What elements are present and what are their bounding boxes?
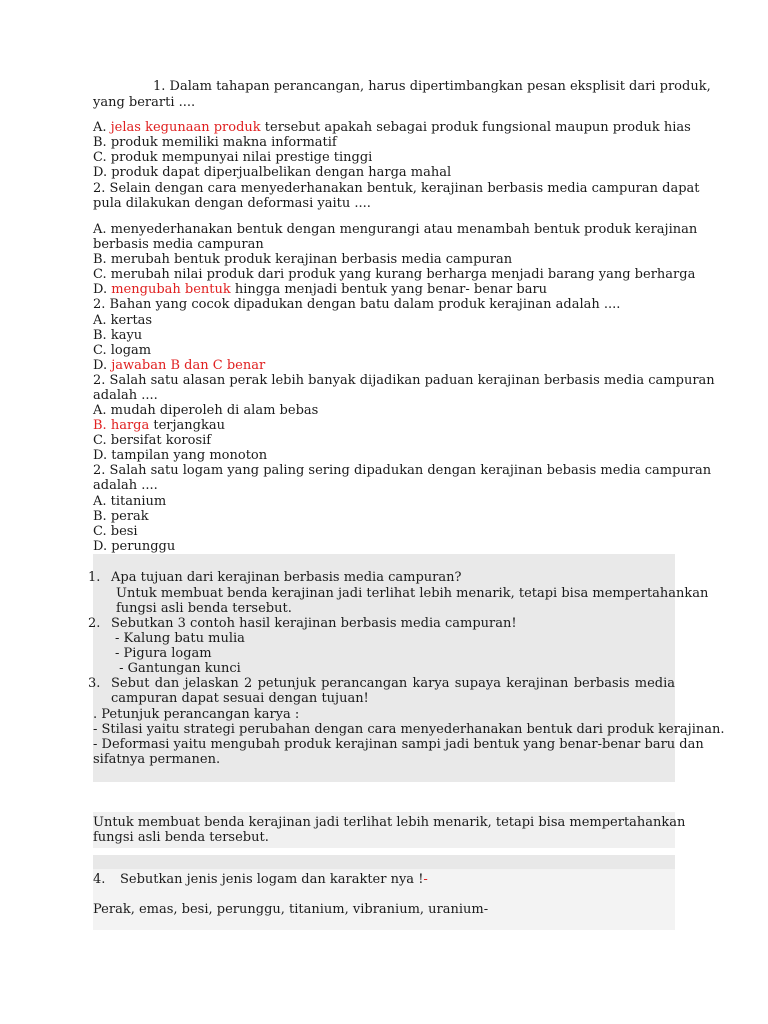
q2-option-a-line2: berbasis media campuran [93,237,264,252]
essay-2-item: - Gantungan kunci [115,661,241,676]
q5-stem-line1: 2. Salah satu logam yang paling sering dipadukan dengan kerajinan bebasis media campuran [93,463,712,478]
essay-3-answer-line1: . Petunjuk perancangan karya : [93,707,300,722]
q5-option-a: A. titanium [93,494,167,509]
q2-option-c: C. merubah nilai produk dari produk yang kurang berharga menjadi barang yang berharga [93,267,696,282]
q4-option-b-rest: terjangkau [149,418,225,433]
essay-1-answer-line2: fungsi asli benda tersebut. [116,601,292,616]
essay-3-answer-line3: - Deformasi yaitu mengubah produk kerajinan sampi jadi bentuk yang benar-benar baru dan [93,737,704,752]
q1-stem-line2: yang berarti .... [93,95,196,110]
q2-stem-line1: 2. Selain dengan cara menyederhanakan bentuk, kerajinan berbasis media campuran dapat [93,181,700,196]
essay-3-text-line1: Sebut dan jelaskan 2 petunjuk perancangan karya supaya kerajinan berbasis media [111,676,675,691]
final-question-text-wrap [120,872,428,887]
q3-option-d [93,358,675,373]
q4-option-d: D. tampilan yang monoton [93,448,268,463]
essay-3-text-line2: campuran dapat sesuai dengan tujuan! [111,691,369,706]
q5-option-b: B. perak [93,509,149,524]
essay-3-answer-line4: sifatnya permanen. [93,752,221,767]
final-question-text: Sebutkan jenis jenis logam dan karakter nya ! [120,872,424,887]
q2-option-a-line1: A. menyederhanakan bentuk dengan mengurangi atau menambah bentuk produk kerajinan [93,222,698,237]
q5-option-d: D. perunggu [93,539,176,554]
q4-answer-highlight: B. harga [93,418,150,433]
q1-option-b: B. produk memiliki makna informatif [93,135,337,150]
q3-option-c: C. logam [93,343,152,358]
q2-stem-line2: pula dilakukan dengan deformasi yaitu .... [93,196,371,211]
q3-answer-highlight: jawaban B dan C benar [111,358,266,373]
essay-2-text: Sebutkan 3 contoh hasil kerajinan berbasis media campuran! [111,616,517,631]
essay-3-answer-line2: - Stilasi yaitu strategi perubahan dengan cara menyederhanakan bentuk dari produk kerajinan. [93,722,725,737]
repeat-answer-line2: fungsi asli benda tersebut. [93,830,269,845]
q3-option-d-prefix: D. [93,358,112,373]
q1-option-d: D. produk dapat diperjualbelikan dengan harga mahal [93,165,452,180]
q5-option-c: C. besi [93,524,138,539]
final-question-answer: Perak, emas, besi, perunggu, titanium, vibranium, uranium- [93,902,489,917]
q1-answer-highlight: jelas kegunaan produk [110,120,261,135]
essay-1-text: Apa tujuan dari kerajinan berbasis media campuran? [111,570,462,585]
essay-1-number: 1. [88,570,101,585]
q2-answer-highlight: mengubah bentuk [111,282,231,297]
q1-option-c: C. produk mempunyai nilai prestige tinggi [93,150,373,165]
q4-stem-line1: 2. Salah satu alasan perak lebih banyak dijadikan paduan kerajinan berbasis media campuran [93,373,715,388]
q4-option-b [93,418,675,433]
essay-2-item: - Pigura logam [115,646,212,661]
final-question-red-mark: - [423,872,428,887]
essay-2-item: - Kalung batu mulia [115,631,245,646]
q3-stem: 2. Bahan yang cocok dipadukan dengan batu dalam produk kerajinan adalah .... [93,297,621,312]
repeat-answer-line1: Untuk membuat benda kerajinan jadi terlihat lebih menarik, tetapi bisa mempertahankan [93,815,686,830]
q2-option-d-rest: hingga menjadi bentuk yang benar- benar baru [230,282,548,297]
q2-option-d [93,282,675,297]
q3-option-b: B. kayu [93,328,143,343]
essay-2-number: 2. [88,616,101,631]
essay-1-answer-line1: Untuk membuat benda kerajinan jadi terlihat lebih menarik, tetapi bisa mempertahankan [116,586,709,601]
final-question-number: 4. [93,872,106,887]
q4-option-a: A. mudah diperoleh di alam bebas [93,403,319,418]
final-question-band [93,855,675,869]
q2-option-d-prefix: D. [93,282,112,297]
q1-option-a-rest: tersebut apakah sebagai produk fungsional maupun produk hias [260,120,691,135]
q1-option-a [93,120,691,135]
q4-stem-line2: adalah .... [93,388,158,403]
q3-option-a: A. kertas [93,313,153,328]
q2-option-b: B. merubah bentuk produk kerajinan berbasis media campuran [93,252,513,267]
q4-option-c: C. bersifat korosif [93,433,212,448]
q5-stem-line2: adalah .... [93,478,158,493]
q1-stem-line1: 1. Dalam tahapan perancangan, harus dipertimbangkan pesan eksplisit dari produk, [153,79,711,94]
essay-3-number: 3. [88,676,101,691]
q1-option-a-prefix: A. [93,120,111,135]
